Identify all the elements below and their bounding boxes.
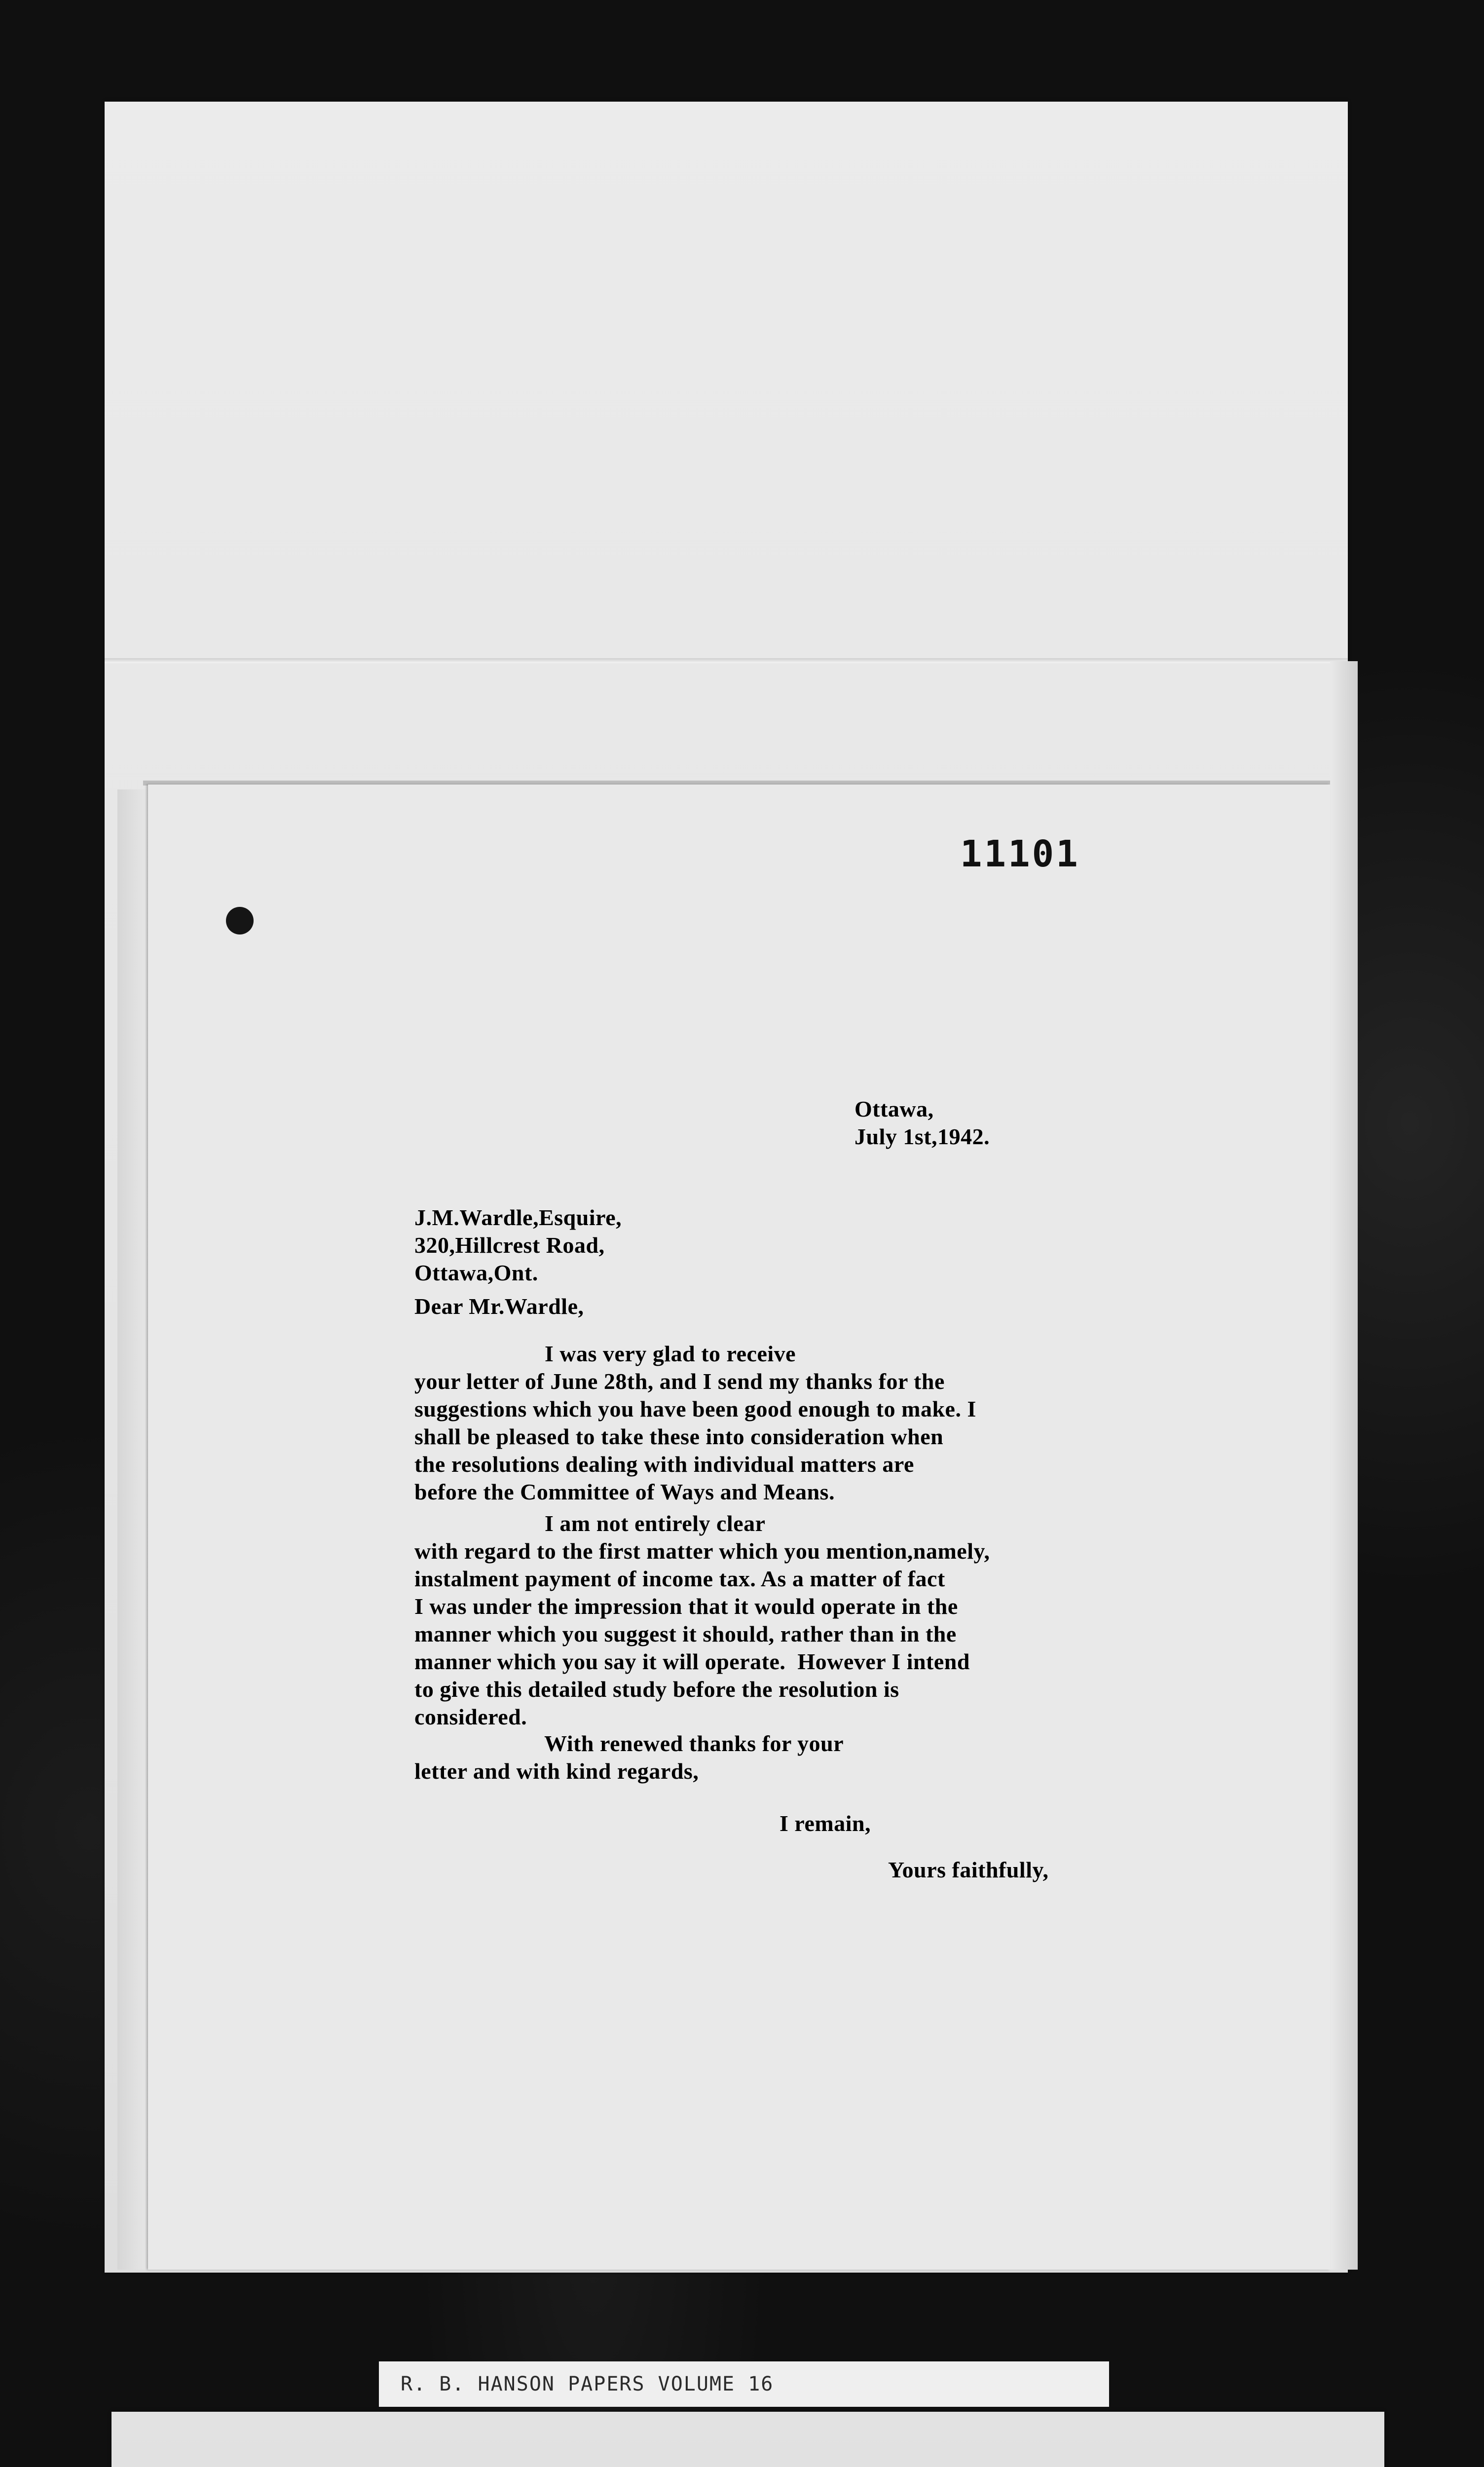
letter-line: suggestions which you have been good enough to make. I — [414, 1396, 976, 1421]
recipient-address — [414, 1204, 622, 1287]
letter-line: instalment payment of income tax. As a matter of fact — [414, 1566, 945, 1591]
letter-paragraph-2 — [414, 1510, 990, 1731]
sheet-edge-right — [1330, 661, 1358, 2270]
letter-line: manner which you say it will operate. However I intend — [414, 1649, 970, 1674]
collection-label: R. B. HANSON PAPERS VOLUME 16 — [379, 2361, 1109, 2407]
letter-line: manner which you suggest it should, rather than in the — [414, 1621, 957, 1646]
letter-place: Ottawa, — [854, 1096, 934, 1121]
letter-line: before the Committee of Ways and Means. — [414, 1479, 835, 1504]
recipient-line: 320,Hillcrest Road, — [414, 1233, 605, 1258]
letter-paragraph-1 — [414, 1340, 976, 1506]
letter-line: letter and with kind regards, — [414, 1758, 699, 1784]
letter-line: I was very glad to receive — [414, 1341, 796, 1366]
letter-paragraph-3 — [414, 1730, 844, 1785]
letter-line: I was under the impression that it would operate in the — [414, 1594, 958, 1619]
letter-line: your letter of June 28th, and I send my thanks for the — [414, 1369, 945, 1394]
closing-signoff: Yours faithfully, — [888, 1857, 1049, 1882]
closing-remain: I remain, — [779, 1811, 871, 1836]
salutation: Dear Mr.Wardle, — [414, 1294, 584, 1319]
sheet-fold — [105, 658, 1348, 663]
letter-line: With renewed thanks for your — [414, 1731, 844, 1756]
archive-stamp-plate — [111, 2412, 1384, 2467]
letter-line: considered. — [414, 1704, 527, 1729]
letter-line: the resolutions dealing with individual matters are — [414, 1452, 914, 1477]
letter-date: July 1st,1942. — [854, 1124, 990, 1149]
folio-number: 11101 — [960, 833, 1080, 875]
letter-line: shall be pleased to take these into consideration when — [414, 1424, 944, 1449]
punch-hole — [226, 907, 254, 934]
letter-dateline — [854, 1095, 990, 1151]
letter-line: with regard to the first matter which you mention,namely, — [414, 1538, 990, 1564]
letter-line: to give this detailed study before the resolution is — [414, 1677, 899, 1702]
recipient-line: Ottawa,Ont. — [414, 1260, 538, 1285]
letter-line: I am not entirely clear — [414, 1511, 766, 1536]
recipient-line: J.M.Wardle,Esquire, — [414, 1205, 622, 1230]
